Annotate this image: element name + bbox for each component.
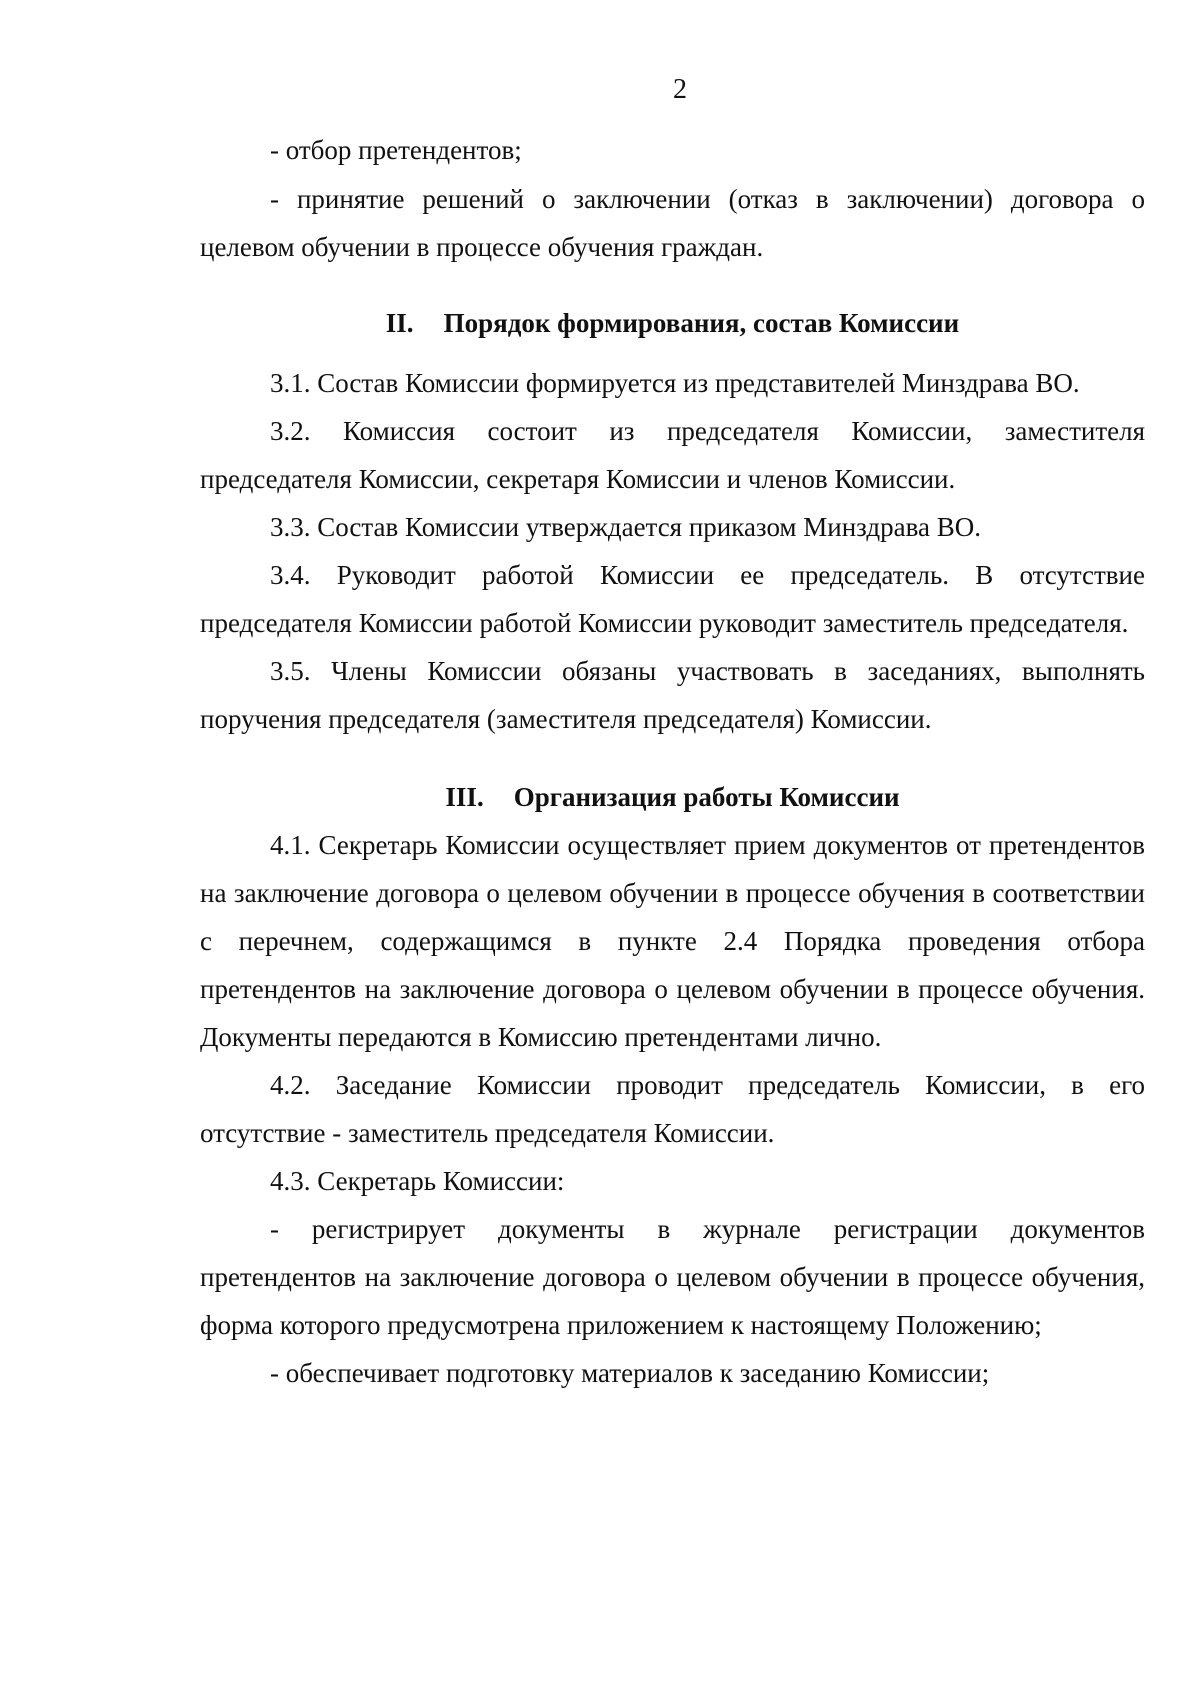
section-number: II.: [385, 308, 414, 338]
paragraph: 3.5. Члены Комиссии обязаны участвовать в заседаниях, выполнять поручения председателя (заместителя председателя) Комиссии.: [200, 656, 1145, 734]
paragraph: 3.2. Комиссия состоит из председателя Комиссии, заместителя председателя Комиссии, секретаря Комиссии и членов Комиссии.: [200, 416, 1145, 494]
paragraph: 3.1. Состав Комиссии формируется из представителей Минздрава ВО.: [270, 368, 1080, 398]
list-item: - принятие решений о заключении (отказ в заключении) договора о целевом обучении в процессе обучения граждан.: [200, 184, 1145, 262]
paragraph: 4.1. Секретарь Комиссии осуществляет прием документов от претендентов на заключение договора о целевом обучении в процессе обучения в соответствии с перечнем, содержащимся в пункте 2.4 Порядка проведения отбора претендентов на заключение договора о целевом обучении в процессе обучения. Документы передаются в Комиссию претендентами лично.: [200, 830, 1145, 1052]
page-number: 2: [673, 74, 687, 105]
section-title: Порядок формирования, состав Комиссии: [443, 308, 960, 338]
paragraph: 4.3. Секретарь Комиссии:: [270, 1166, 565, 1196]
section-number: III.: [445, 782, 484, 812]
list-item: - отбор претендентов;: [270, 135, 522, 165]
paragraph: 3.4. Руководит работой Комиссии ее председатель. В отсутствие председателя Комиссии работой Комиссии руководит заместитель председателя.: [200, 560, 1145, 638]
section-heading: [200, 299, 1145, 347]
list-item: - обеспечивает подготовку материалов к заседанию Комиссии;: [270, 1358, 990, 1388]
section-heading: [200, 773, 1145, 821]
paragraph: 4.2. Заседание Комиссии проводит председатель Комиссии, в его отсутствие - заместитель председателя Комиссии.: [200, 1070, 1145, 1148]
list-item: - регистрирует документы в журнале регистрации документов претендентов на заключение договора о целевом обучении в процессе обучения, форма которого предусмотрена приложением к настоящему Положению;: [200, 1214, 1145, 1340]
paragraph: 3.3. Состав Комиссии утверждается приказом Минздрава ВО.: [270, 512, 981, 542]
section-title: Организация работы Комиссии: [513, 782, 900, 812]
document-body: [200, 126, 1145, 1397]
